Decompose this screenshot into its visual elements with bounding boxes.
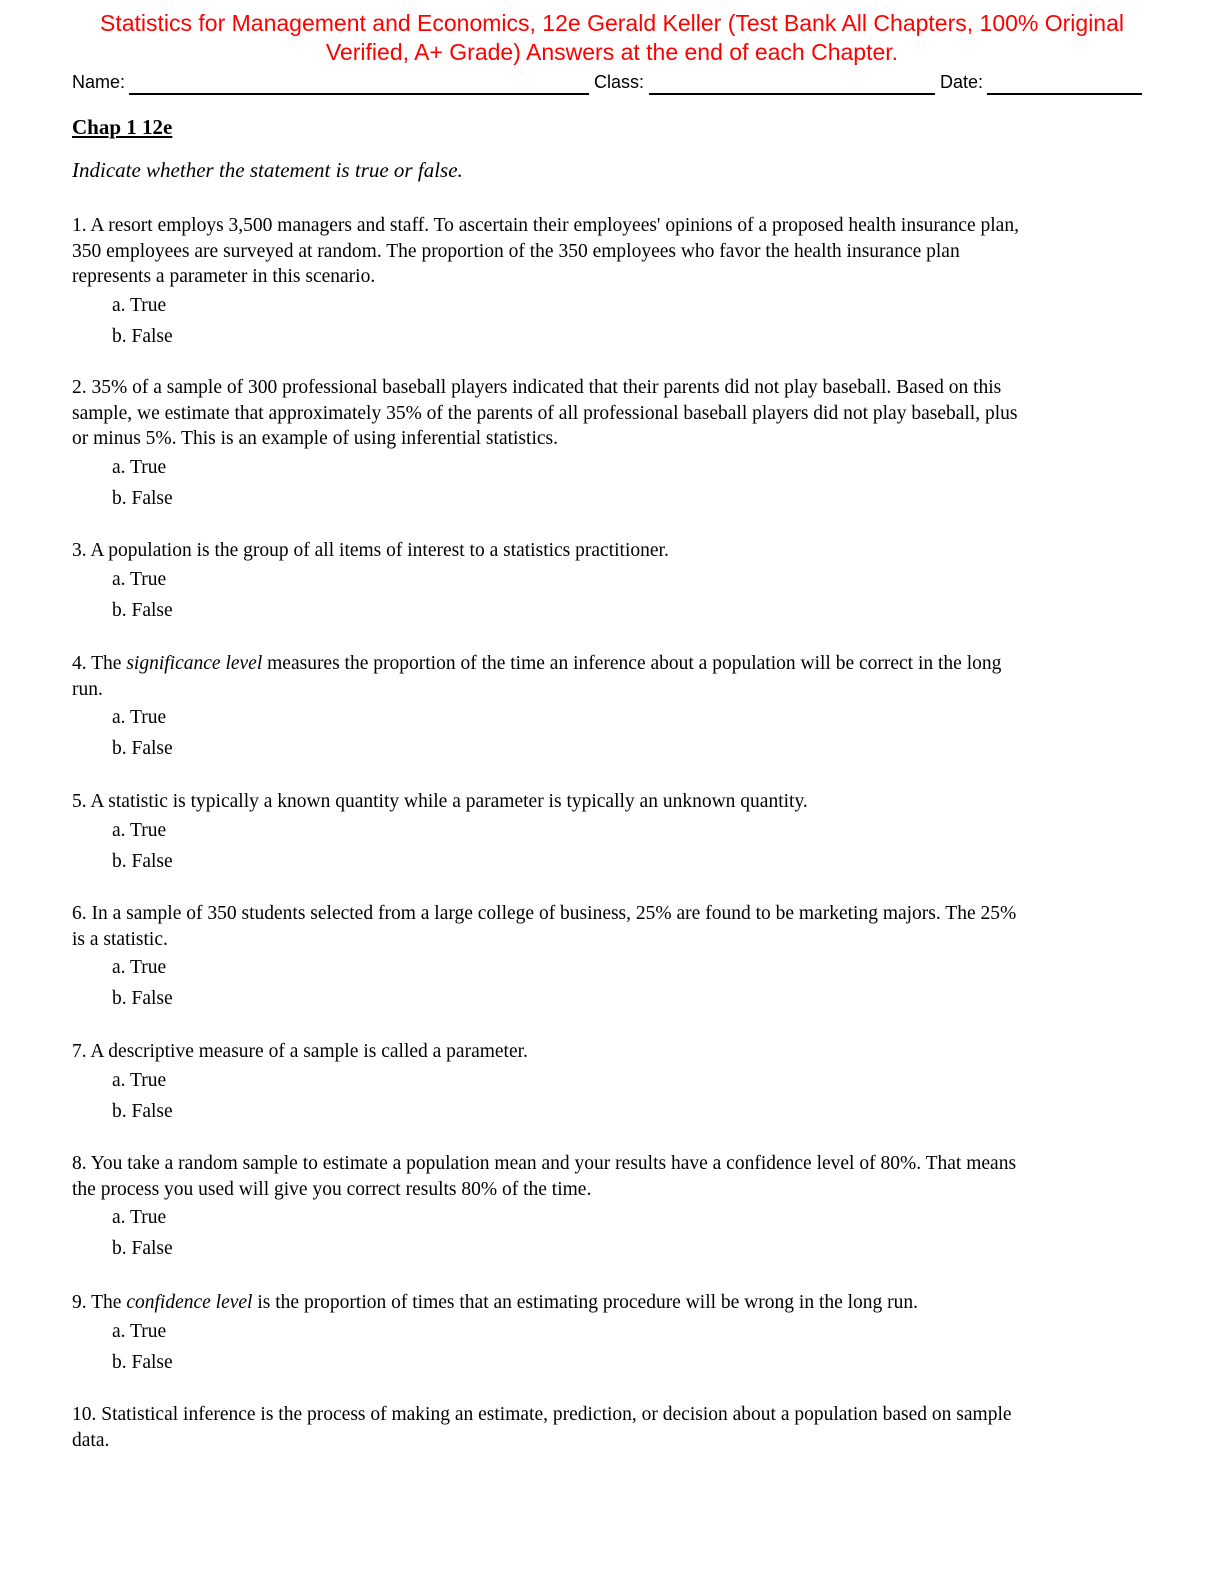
- question-9-option-a[interactable]: a. True: [112, 1320, 167, 1342]
- question-2-line-3: or minus 5%. This is an example of using inferential statistics.: [72, 428, 558, 449]
- question-4-line-2: run.: [72, 678, 103, 700]
- instruction-text: Indicate whether the statement is true or false.: [72, 158, 463, 182]
- question-4-option-a[interactable]: a. True: [112, 707, 167, 728]
- question-8-option-a[interactable]: a. True: [112, 1207, 167, 1228]
- question-7: [72, 1039, 1142, 1127]
- question-8: [72, 1151, 1142, 1264]
- question-3-option-a[interactable]: a. True: [112, 568, 167, 590]
- banner-line-1: Statistics for Management and Economics, 12e Gerald Keller (Test Bank All Chapters, 100% Original: [100, 10, 1124, 36]
- question-4-suffix: measures the proportion of the time an inference about a population will be correct in the long: [262, 653, 1002, 674]
- question-4-prefix: 4. The: [72, 653, 127, 674]
- question-4: [72, 651, 1142, 764]
- question-10-line-1: 10. Statistical inference is the process of making an estimate, prediction, or decision about a population based on sample: [72, 1404, 1012, 1425]
- question-9-suffix: is the proportion of times that an estimating procedure will be wrong in the long run.: [252, 1292, 919, 1313]
- question-4-line-1: [72, 651, 1142, 677]
- question-8-line-1: 8. You take a random sample to estimate a population mean and your results have a confidence level of 80%. That means: [72, 1153, 1017, 1174]
- question-7-line-1: 7. A descriptive measure of a sample is called a parameter.: [72, 1041, 528, 1062]
- question-1-option-b[interactable]: b. False: [112, 325, 173, 347]
- date-label: Date:: [940, 72, 984, 92]
- question-3-option-b[interactable]: b. False: [112, 599, 173, 621]
- question-7-option-b[interactable]: b. False: [112, 1100, 173, 1122]
- question-8-option-b[interactable]: b. False: [112, 1238, 173, 1259]
- question-9-line-1: [72, 1290, 1142, 1316]
- name-line: [129, 93, 589, 95]
- question-6-option-b[interactable]: b. False: [112, 988, 173, 1009]
- question-4-option-b[interactable]: b. False: [112, 738, 173, 759]
- question-6-line-2: is a statistic.: [72, 928, 168, 950]
- class-line: [649, 93, 935, 95]
- chapter-title: Chap 1 12e: [72, 115, 173, 139]
- date-line: [987, 93, 1142, 95]
- student-info-row: [72, 72, 1144, 98]
- question-7-option-a[interactable]: a. True: [112, 1069, 167, 1091]
- question-10-line-2: data.: [72, 1429, 110, 1451]
- red-banner: [60, 9, 1164, 67]
- question-2-line-1: 2. 35% of a sample of 300 professional baseball players indicated that their parents did not play baseball. Based on this: [72, 377, 1002, 398]
- question-1-line-1: 1. A resort employs 3,500 managers and staff. To ascertain their employees' opinions of a proposed health insurance plan,: [72, 215, 1019, 236]
- question-8-line-2: the process you used will give you correct results 80% of the time.: [72, 1178, 592, 1200]
- question-4-term: significance level: [126, 653, 263, 674]
- question-1-option-a[interactable]: a. True: [112, 294, 167, 316]
- class-label: Class:: [594, 72, 645, 92]
- name-label: Name:: [72, 72, 126, 92]
- question-1-line-3: represents a parameter in this scenario.: [72, 266, 376, 287]
- question-2-option-a[interactable]: a. True: [112, 456, 167, 478]
- question-3: [72, 538, 1142, 626]
- question-2: [72, 375, 1142, 514]
- question-9-term: confidence level: [126, 1292, 253, 1313]
- question-5: [72, 789, 1142, 877]
- question-2-line-2: sample, we estimate that approximately 35% of the parents of all professional baseball players did not play baseball, plus: [72, 402, 1018, 424]
- question-9-prefix: 9. The: [72, 1292, 127, 1313]
- question-3-line-1: 3. A population is the group of all items of interest to a statistics practitioner.: [72, 540, 669, 561]
- question-6: [72, 901, 1142, 1014]
- question-5-option-a[interactable]: a. True: [112, 819, 167, 841]
- question-9-option-b[interactable]: b. False: [112, 1351, 173, 1373]
- question-6-line-1: 6. In a sample of 350 students selected from a large college of business, 25% are found to be marketing majors. The 25%: [72, 903, 1017, 924]
- question-1: [72, 213, 1142, 352]
- question-9: [72, 1290, 1142, 1378]
- question-5-option-b[interactable]: b. False: [112, 850, 173, 872]
- question-5-line-1: 5. A statistic is typically a known quantity while a parameter is typically an unknown quantity.: [72, 791, 808, 812]
- banner-line-2: Verified, A+ Grade) Answers at the end of each Chapter.: [325, 39, 899, 65]
- question-2-option-b[interactable]: b. False: [112, 487, 173, 509]
- question-1-line-2: 350 employees are surveyed at random. The proportion of the 350 employees who favor the health insurance plan: [72, 240, 960, 262]
- question-6-option-a[interactable]: a. True: [112, 957, 167, 978]
- question-10: [72, 1402, 1142, 1453]
